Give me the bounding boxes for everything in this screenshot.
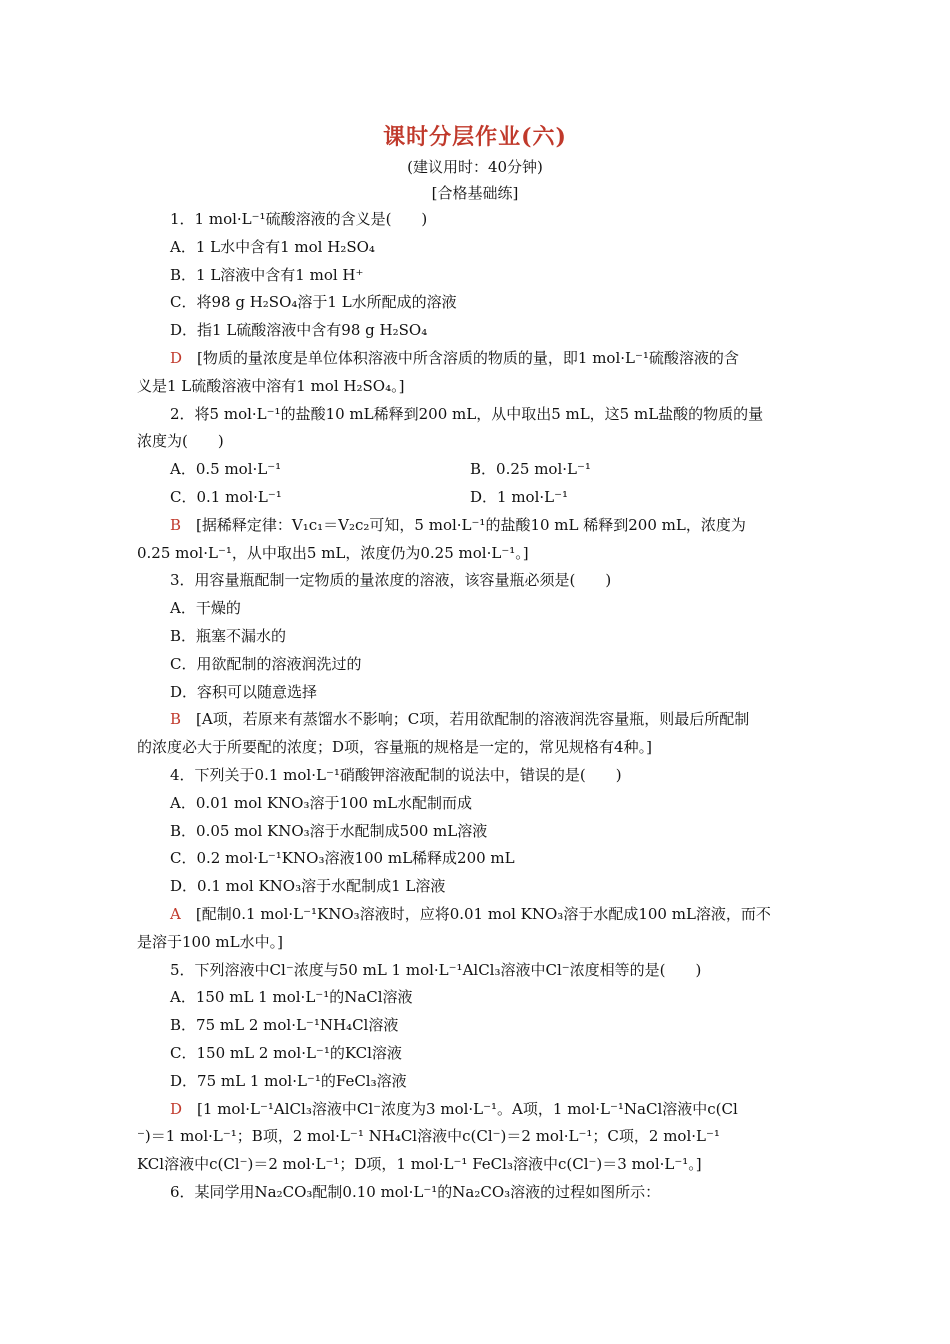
- question-4-answer: A: [170, 904, 181, 923]
- question-3-answer: B: [170, 710, 182, 729]
- question-5-explanation-cont-2: KCl溶液中c(Cl⁻)＝2 mol·L⁻¹；D项，1 mol·L⁻¹ FeCl₃溶液中c(Cl⁻)＝3 mol·L⁻¹。]: [137, 1155, 702, 1174]
- question-4-option-a: A．0.01 mol KNO₃溶于100 mL水配制而成: [170, 793, 473, 812]
- question-5-option-c: C．150 mL 2 mol·L⁻¹的KCl溶液: [170, 1043, 402, 1062]
- question-5-option-d: D．75 mL 1 mol·L⁻¹的FeCl₃溶液: [170, 1071, 407, 1090]
- question-4-explanation: A [配制0.1 mol·L⁻¹KNO₃溶液时，应将0.01 mol KNO₃溶于水配成100 mL溶液，而不: [170, 904, 771, 923]
- question-5-stem: 5．下列溶液中Cl⁻浓度与50 mL 1 mol·L⁻¹AlCl₃溶液中Cl⁻浓度相等的是( ): [170, 960, 702, 979]
- question-2-stem: 2．将5 mol·L⁻¹的盐酸10 mL稀释到200 mL，从中取出5 mL，这5 mL盐酸的物质的量: [170, 404, 764, 423]
- question-1-option-b: B．1 L溶液中含有1 mol H⁺: [170, 265, 364, 284]
- question-4-explanation-cont: 是溶于100 mL水中。]: [137, 932, 283, 951]
- question-list: [137, 206, 817, 1207]
- question-2-explanation-cont: 0.25 mol·L⁻¹，从中取出5 mL，浓度仍为0.25 mol·L⁻¹。]: [137, 543, 529, 562]
- question-5-option-a: A．150 mL 1 mol·L⁻¹的NaCl溶液: [170, 988, 413, 1007]
- question-1-option-d: D．指1 L硫酸溶液中含有98 g H₂SO₄: [170, 321, 428, 340]
- question-2-stem-cont: 浓度为( ): [137, 432, 224, 451]
- section-heading: [合格基础练]: [431, 184, 519, 202]
- question-1-explanation-cont: 义是1 L硫酸溶液中溶有1 mol H₂SO₄。]: [137, 376, 405, 395]
- question-3-stem: 3．用容量瓶配制一定物质的量浓度的溶液，该容量瓶必须是( ): [170, 571, 612, 590]
- question-2-option-c: C．0.1 mol·L⁻¹: [170, 487, 282, 506]
- question-5-explanation: D [1 mol·L⁻¹AlCl₃溶液中Cl⁻浓度为3 mol·L⁻¹。A项，1 mol·L⁻¹NaCl溶液中c(Cl: [170, 1099, 738, 1118]
- question-3-explanation: B [A项，若原来有蒸馏水不影响；C项，若用欲配制的溶液润洗容量瓶，则最后所配制: [170, 710, 750, 729]
- question-6-stem: 6．某同学用Na₂CO₃配制0.10 mol·L⁻¹的Na₂CO₃溶液的过程如图所示：: [170, 1182, 661, 1201]
- question-3-option-b: B．瓶塞不漏水的: [170, 626, 287, 645]
- page-title: 课时分层作业(六): [383, 124, 567, 150]
- question-1-explanation: D [物质的量浓度是单位体积溶液中所含溶质的物质的量，即1 mol·L⁻¹硫酸溶液的含: [170, 348, 739, 367]
- question-2-option-a: A．0.5 mol·L⁻¹: [170, 460, 282, 479]
- question-2-options-row-2: [137, 484, 817, 512]
- question-2-answer: B: [170, 515, 182, 534]
- question-2-option-b: B．0.25 mol·L⁻¹: [470, 460, 591, 479]
- question-5-answer: D: [170, 1099, 183, 1118]
- question-3-option-a: A．干燥的: [170, 599, 241, 618]
- question-3-option-c: C．用欲配制的溶液润洗过的: [170, 654, 362, 673]
- question-2-explanation: B [据稀释定律：V₁c₁＝V₂c₂可知，5 mol·L⁻¹的盐酸10 mL 稀释到200 mL，浓度为: [170, 515, 746, 534]
- question-4-option-d: D．0.1 mol KNO₃溶于水配制成1 L溶液: [170, 877, 446, 896]
- question-4-option-c: C．0.2 mol·L⁻¹KNO₃溶液100 mL稀释成200 mL: [170, 849, 515, 868]
- question-5-option-b: B．75 mL 2 mol·L⁻¹NH₄Cl溶液: [170, 1016, 399, 1035]
- question-4-stem: 4．下列关于0.1 mol·L⁻¹硝酸钾溶液配制的说法中，错误的是( ): [170, 765, 622, 784]
- question-3-explanation-cont: 的浓度必大于所要配的浓度；D项，容量瓶的规格是一定的，常见规格有4种。]: [137, 738, 652, 757]
- question-3-option-d: D．容积可以随意选择: [170, 682, 318, 701]
- question-1-answer: D: [170, 348, 183, 367]
- question-4-option-b: B．0.05 mol KNO₃溶于水配制成500 mL溶液: [170, 821, 488, 840]
- question-1-option-c: C．将98 g H₂SO₄溶于1 L水所配成的溶液: [170, 293, 457, 312]
- question-5-explanation-cont: ⁻)＝1 mol·L⁻¹；B项，2 mol·L⁻¹ NH₄Cl溶液中c(Cl⁻)＝2 mol·L⁻¹；C项，2 mol·L⁻¹: [137, 1127, 720, 1146]
- question-1-stem: 1．1 mol·L⁻¹硫酸溶液的含义是( ): [170, 210, 428, 228]
- suggested-time: (建议用时：40分钟): [407, 158, 543, 176]
- question-2-options-row-1: [137, 456, 817, 484]
- question-1-option-a: A．1 L水中含有1 mol H₂SO₄: [170, 237, 375, 256]
- question-2-option-d: D．1 mol·L⁻¹: [470, 487, 569, 506]
